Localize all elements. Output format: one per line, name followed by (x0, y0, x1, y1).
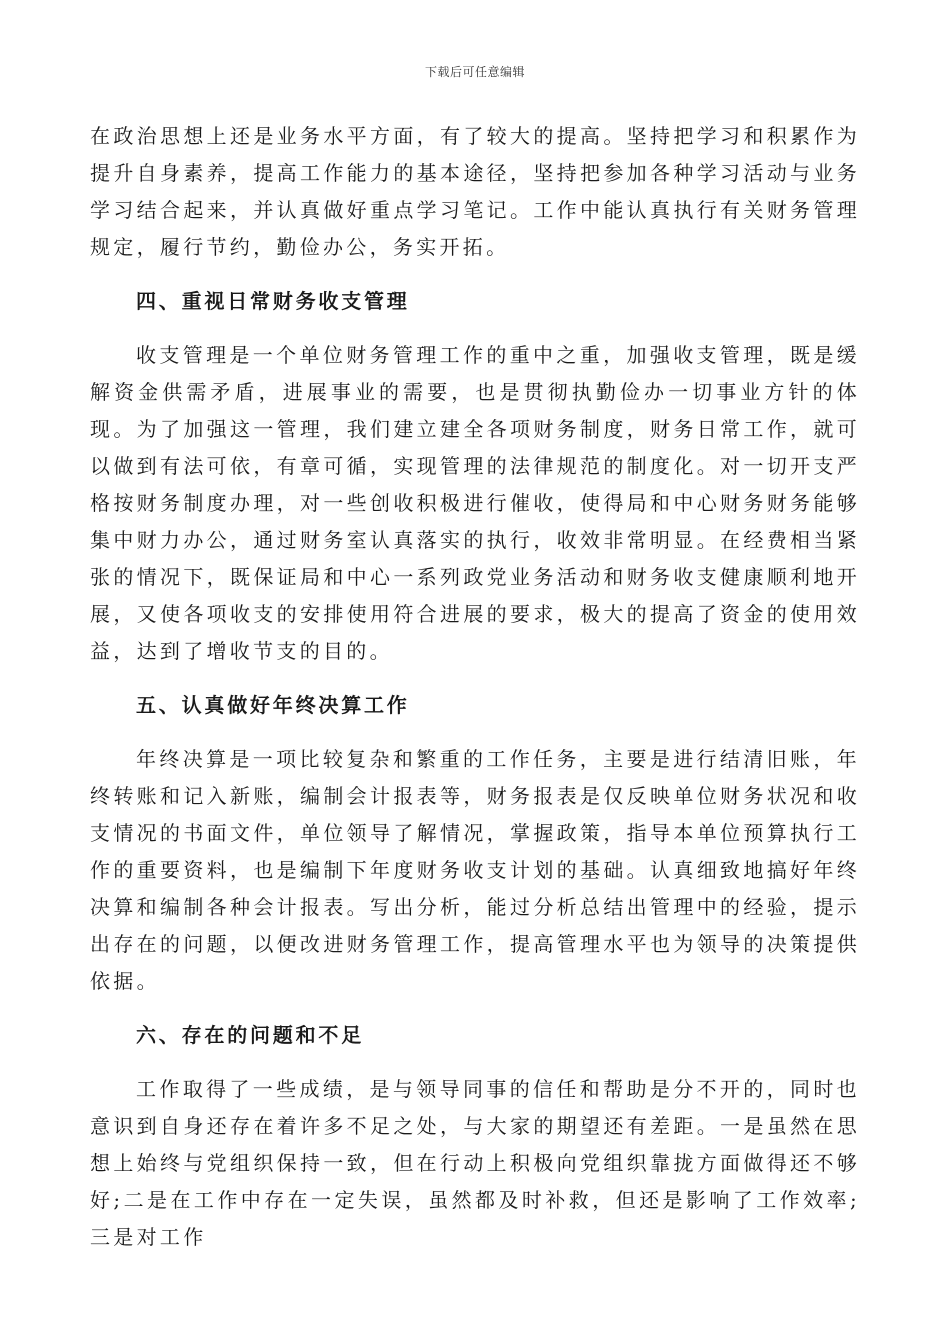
spacer (90, 1054, 860, 1071)
spacer (90, 266, 860, 283)
paragraph-continuation: 在政治思想上还是业务水平方面，有了较大的提高。坚持把学习和积累作为提升自身素养，提高工作能力的基本途径，坚持把参加各种学习活动与业务学习结合起来，并认真做好重点学习笔记。工作中能认真执行有关财务管理规定，履行节约，勤俭办公，务实开拓。 (90, 124, 860, 259)
spacer (90, 320, 860, 337)
section-heading-6: 六、存在的问题和不足 (136, 1023, 364, 1047)
section-heading-4: 四、重视日常财务收支管理 (136, 289, 410, 313)
paragraph-year-end: 年终决算是一项比较复杂和繁重的工作任务，主要是进行结清旧账，年终转账和记入新账，编制会计报表等，财务报表是仅反映单位财务状况和收支情况的书面文件，单位领导了解情况，掌握政策，指导本单位预算执行工作的重要资料，也是编制下年度财务收支计划的基础。认真细致地搞好年终决算和编制各种会计报表。写出分析，能过分析总结出管理中的经验，提示出存在的问题，以便改进财务管理工作，提高管理水平也为领导的决策提供依据。 (90, 747, 860, 993)
page-header: 下载后可任意编辑 (424, 65, 525, 79)
spacer (90, 670, 860, 687)
spacer (90, 1000, 860, 1017)
document-body (90, 118, 860, 1256)
spacer (90, 724, 860, 741)
paragraph-income-expense: 收支管理是一个单位财务管理工作的重中之重，加强收支管理，既是缓解资金供需矛盾，进展事业的需要，也是贯彻执勤俭办一切事业方针的体现。为了加强这一管理，我们建立建全各项财务制度，财务日常工作，就可以做到有法可依，有章可循，实现管理的法律规范的制度化。对一切开支严格按财务制度办理，对一些创收积极进行催收，使得局和中心财务财务能够集中财力办公，通过财务室认真落实的执行，收效非常明显。在经费相当紧张的情况下，既保证局和中心一系列政党业务活动和财务收支健康顺利地开展，又使各项收支的安排使用符合进展的要求，极大的提高了资金的使用效益，达到了增收节支的目的。 (90, 343, 860, 663)
paragraph-problems: 工作取得了一些成绩，是与领导同事的信任和帮助是分不开的，同时也意识到自身还存在着许多不足之处，与大家的期望还有差距。一是虽然在思想上始终与党组织保持一致，但在行动上积极向党组织靠拢方面做得还不够好;二是在工作中存在一定失误，虽然都及时补救，但还是影响了工作效率;三是对工作 (90, 1077, 860, 1249)
section-heading-5: 五、认真做好年终决算工作 (136, 693, 410, 717)
